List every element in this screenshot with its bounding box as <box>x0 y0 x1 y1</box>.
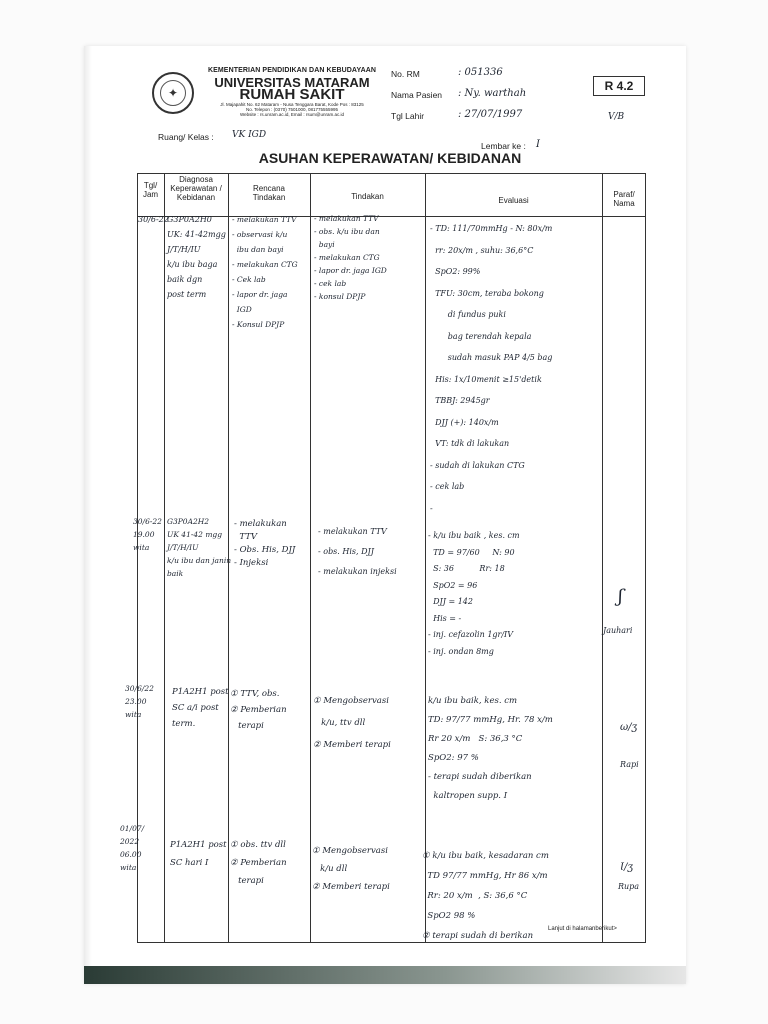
form-title: ASUHAN KEPERAWATAN/ KEBIDANAN <box>258 150 522 166</box>
row4-action: ① Mengobservasi k/u dll ② Memberi terapi <box>312 846 390 892</box>
col-header-date: Tgl/ Jam <box>142 181 159 199</box>
row2-diagnosis: G3P0A2H2 UK 41-42 mgg J/T/H/IU k/u ibu dan janin baik <box>167 517 232 578</box>
col-header-evaluation: Evaluasi <box>498 196 529 205</box>
col-header-action: Tindakan <box>351 192 384 201</box>
row3-signature-mark: ω/ʒ <box>620 722 638 733</box>
sheet-value: I <box>536 139 540 150</box>
row1-evaluation: - TD: 111/70mmHg - N: 80x/m rr: 20x/m , suhu: 36,6°C SpO2: 99% TFU: 30cm, teraba bokong di fundus puki bag terendah kepala sudah masuk PAP 4/5 bag His: 1x/10menit ≥15'detik TBBJ: 2945gr DJJ (+): 140x/m VT: tdk di lakukan - sudah di lakukan CTG - cek lab - <box>430 224 553 513</box>
sheet-label: Lembar ke : <box>481 141 526 151</box>
col-header-sign: Paraf/ Nama <box>613 190 635 208</box>
row1-diagnosis: G3P0A2H0 UK: 41-42mgg J/T/H/IU k/u ibu baga baik dgn post term <box>167 215 226 299</box>
hospital-name: RUMAH SAKIT <box>239 86 345 103</box>
row1-plan: - melakukan TTV - observasi k/u ibu dan bayi - melakukan CTG - Cek lab - lapor dr. jaga IGD - Konsul DPJP <box>232 215 298 329</box>
room-value: VK IGD <box>232 130 267 140</box>
col-header-diagnosis: Diagnosa Keperawatan / Kebidanan <box>170 175 222 202</box>
ministry-name: KEMENTERIAN PENDIDIKAN DAN KEBUDAYAAN <box>207 67 377 74</box>
row2-date: 30/6-22 19.00 wita <box>133 517 162 552</box>
row1-action: - melakukan TTV - obs. k/u ibu dan bayi - melakukan CTG - lapor dr. jaga IGD - cek lab - konsul DPJP <box>314 214 387 301</box>
col-divider <box>164 173 165 943</box>
col-header-plan: Rencana Tindakan <box>252 184 286 202</box>
rm-value: : 051336 <box>458 67 503 78</box>
row4-signature: Rupa <box>618 882 640 891</box>
row2-plan: - melakukan TTV - Obs. His, DJJ - Injeksi <box>234 519 296 568</box>
university-seal-icon: ✦ <box>152 72 194 114</box>
patient-name-value: : Ny. warthah <box>458 88 527 99</box>
university-name: UNIVERSITAS MATARAM <box>214 75 370 90</box>
row2-action: - melakukan TTV - obs. His, DJJ - melakukan injeksi <box>318 527 397 576</box>
corner-handwritten-mark: V/B <box>608 112 625 122</box>
col-divider <box>602 173 603 943</box>
row3-action: ① Mengobservasi k/u, ttv dll ② Memberi terapi <box>313 696 391 750</box>
col-divider <box>310 173 311 943</box>
address-line-3: Website : rs.unram.ac.id, Email : rsum@unram.ac.id <box>239 112 345 117</box>
continue-note: Lanjut di halamanberikut> <box>548 926 617 932</box>
row3-signature: Rapi <box>620 760 639 769</box>
row3-date: 30/6/22 23.00 wita <box>125 684 154 719</box>
paper-edge-shadow <box>84 46 92 984</box>
row2-signature-mark: ʃ <box>618 586 623 607</box>
patient-name-label: Nama Pasien <box>391 90 443 100</box>
row3-diagnosis: P1A2H1 post SC a/i post term. <box>172 687 229 729</box>
row4-diagnosis: P1A2H1 post SC hari I <box>170 840 227 868</box>
dob-value: : 27/07/1997 <box>458 109 523 120</box>
address-line-1: Jl. Majapahit No. 62 Mataram - Nusa Tenggara Barat, Kode Pos : 83125 <box>220 102 364 107</box>
row2-signature: Jauhari <box>603 626 633 635</box>
row4-date: 01/07/ 2022 06.00 wita <box>120 824 145 872</box>
row3-plan: ① TTV, obs. ② Pemberian terapi <box>230 689 287 731</box>
form-code-box: R 4.2 <box>593 76 645 96</box>
address-line-2: No. Telepon : (0370) 7501000, 081775555995 <box>246 107 338 112</box>
row2-evaluation: - k/u ibu baik , kes. cm TD = 97/60 N: 90 S: 36 Rr: 18 SpO2 = 96 DJJ = 142 His = - - inj. cefazolin 1gr/IV - inj. ondan 8mg <box>428 531 520 656</box>
row4-signature-mark: Ɩ/ʒ <box>620 862 633 873</box>
row3-evaluation: k/u ibu baik, kes. cm TD: 97/77 mmHg, Hr. 78 x/m Rr 20 x/m S: 36,3 °C SpO2: 97 % - terapi sudah diberikan kaltropen supp. I <box>428 696 553 801</box>
room-label: Ruang/ Kelas : <box>158 132 214 142</box>
col-divider <box>425 173 426 943</box>
rm-label: No. RM <box>391 69 420 79</box>
row4-evaluation: ① k/u ibu baik, kesadaran cm TD 97/77 mmHg, Hr 86 x/m Rr: 20 x/m , S: 36,6 °C SpO2 98 % ② terapi sudah di berikan <box>422 851 549 941</box>
row4-plan: ① obs. ttv dll ② Pemberian terapi <box>230 840 287 886</box>
row1-date: 30/6-22 <box>138 215 169 224</box>
scan-bottom-edge <box>84 966 686 984</box>
dob-label: Tgl Lahir <box>391 111 425 121</box>
